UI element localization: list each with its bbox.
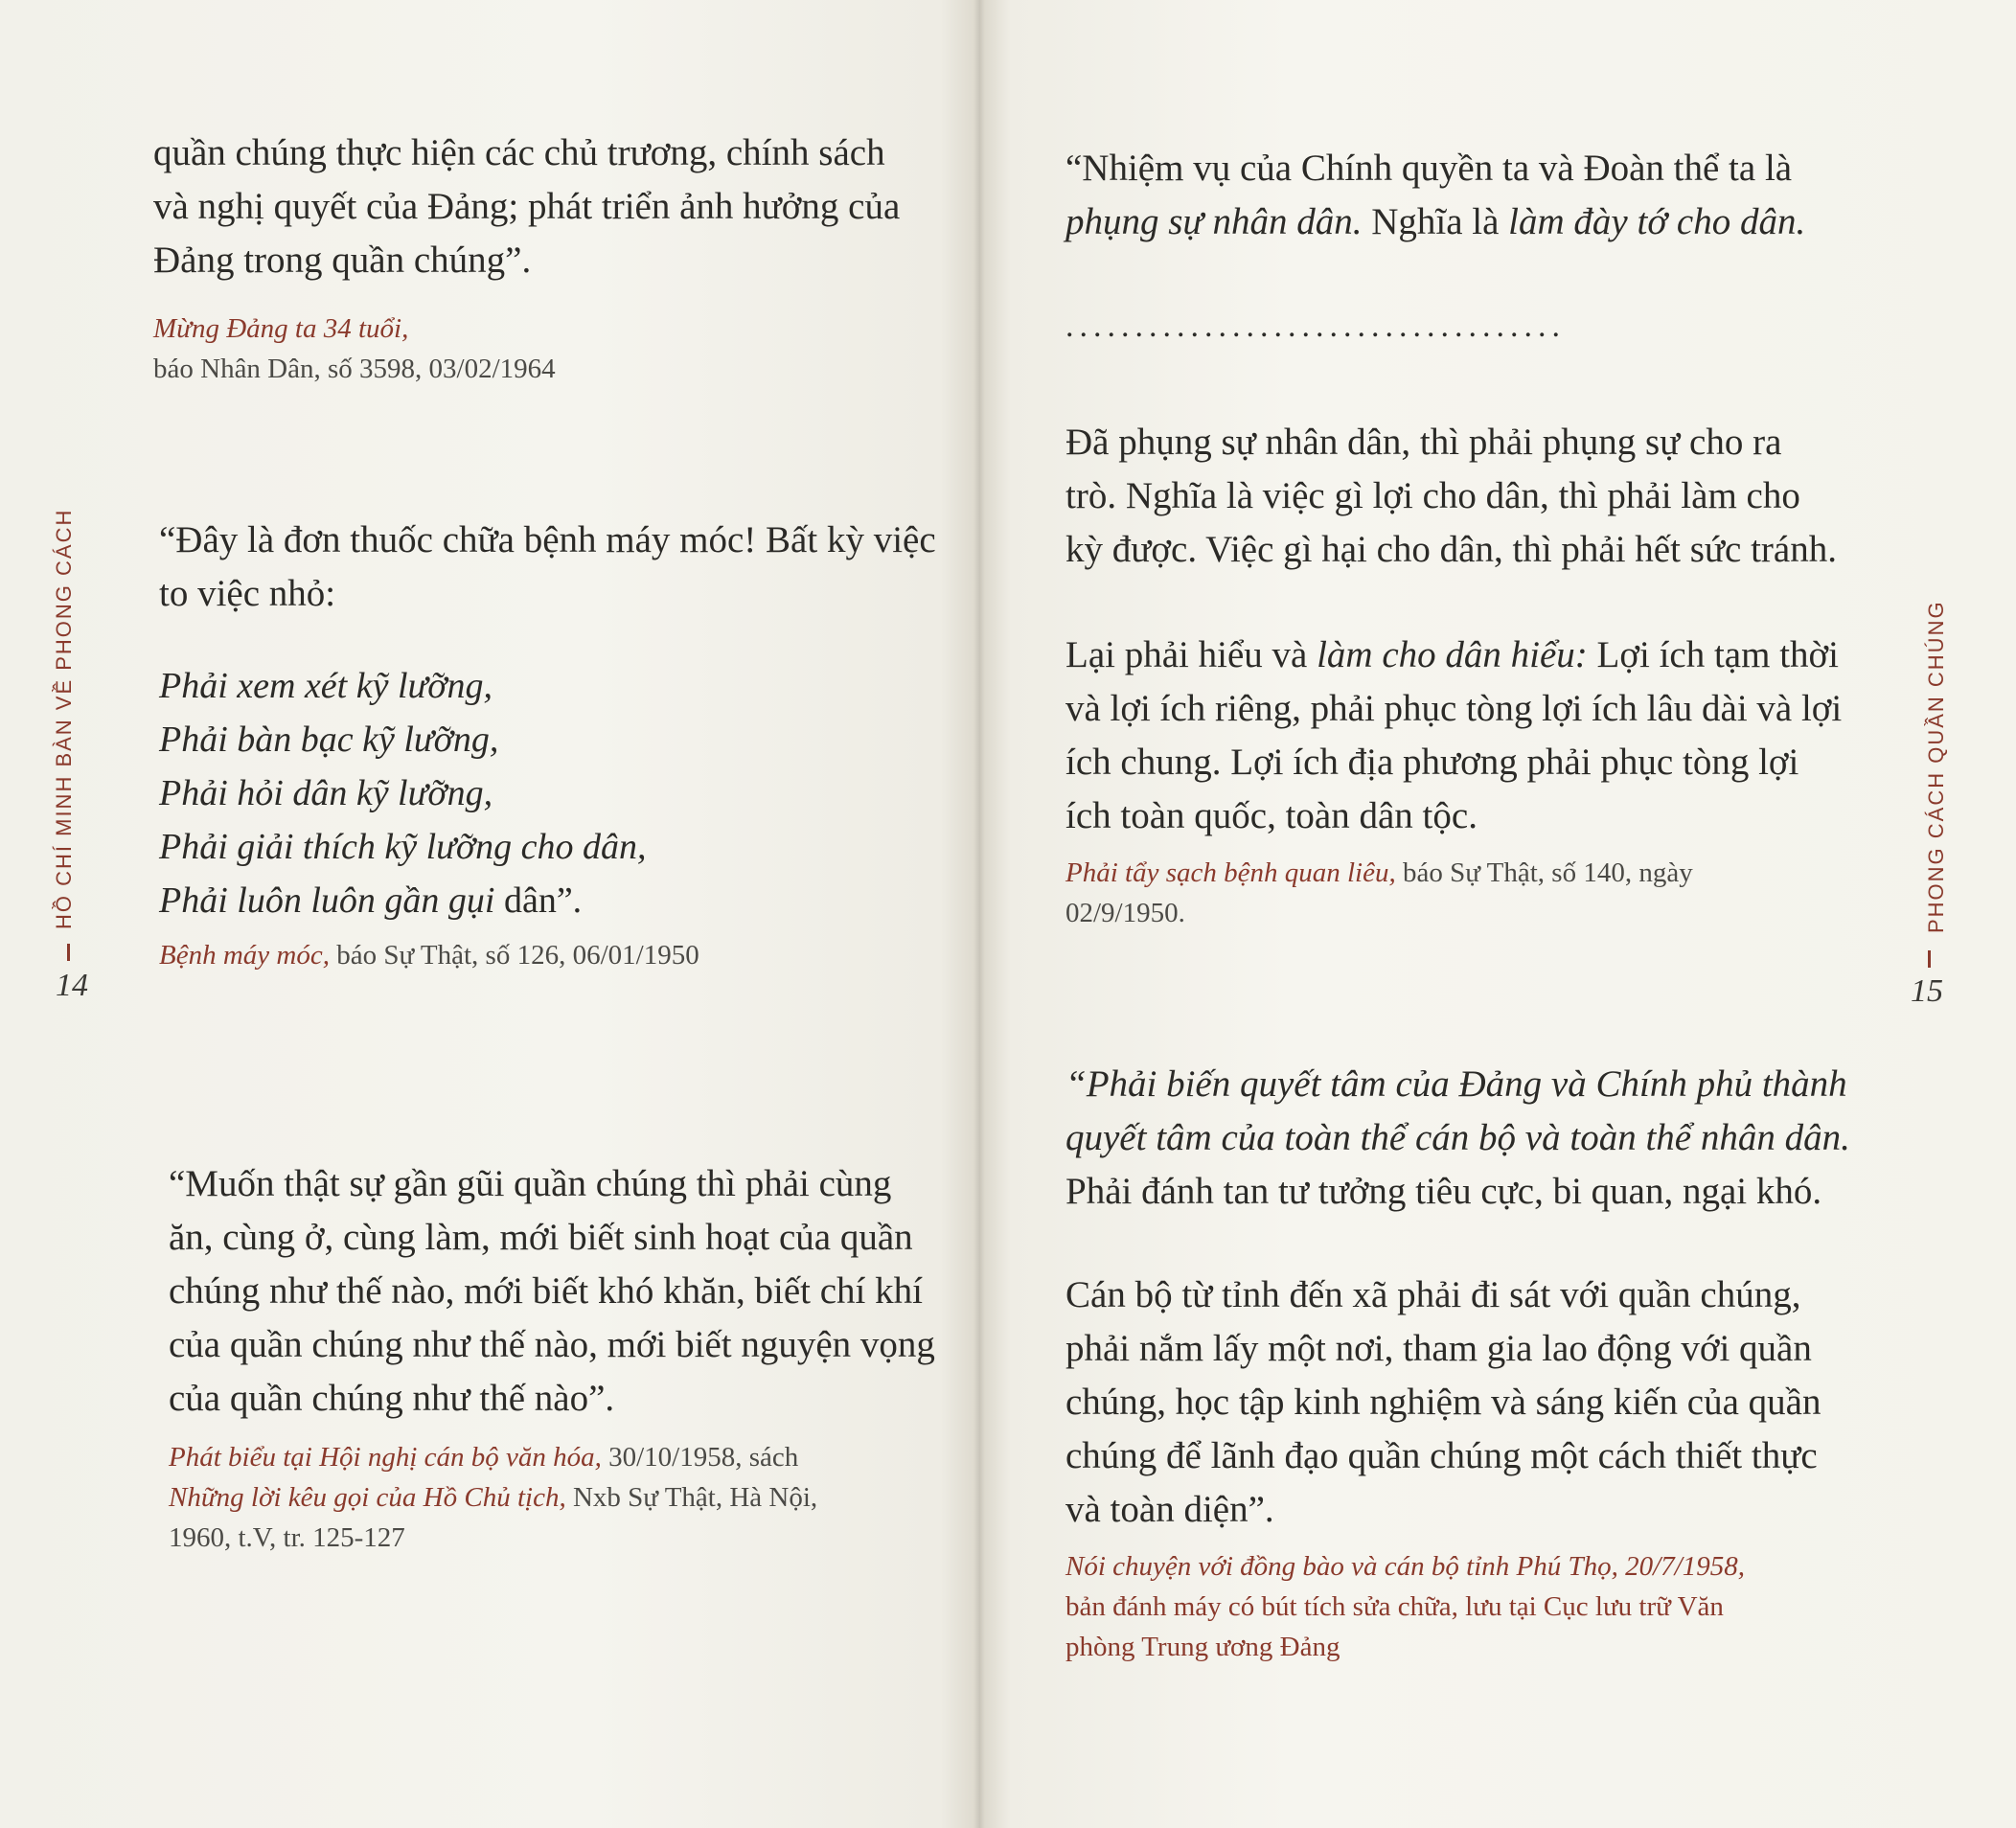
- paragraph-line: ích chung. Lợi ích địa phương phải phục tòng lợi: [1065, 742, 1799, 783]
- paragraph-line: chúng, học tập kinh nghiệm và sáng kiến của quần: [1065, 1382, 1821, 1423]
- verse-line: Phải xem xét kỹ lưỡng,: [159, 666, 493, 706]
- source-detail: 1960, t.V, tr. 125-127: [169, 1522, 405, 1553]
- source-citation: [169, 1437, 945, 1477]
- paragraph-line: và nghị quyết của Đảng; phát triển ảnh hưởng của: [153, 186, 901, 227]
- paragraph-line: chúng để lãnh đạo quần chúng một cách thiết thực: [1065, 1435, 1818, 1476]
- source-book-title: Những lời kêu gọi của Hồ Chủ tịch,: [169, 1482, 566, 1513]
- paragraph-line: Cán bộ từ tỉnh đến xã phải đi sát với quần chúng,: [1065, 1274, 1801, 1315]
- paragraph-line: của quần chúng như thế nào, mới biết nguyện vọng: [169, 1324, 935, 1365]
- right-running-head: PHONG CÁCH QUẦN CHÚNG: [1924, 600, 1948, 933]
- paragraph-text: Lợi ích tạm thời: [1587, 634, 1839, 675]
- paragraph-line: chúng như thế nào, mới biết khó khăn, biết chí khí: [169, 1270, 923, 1312]
- book-gutter: [974, 0, 985, 1828]
- paragraph-line: phải nắm lấy một nơi, tham gia lao động với quần: [1065, 1328, 1812, 1369]
- paragraph-line: và toàn diện”.: [1065, 1489, 1274, 1530]
- emphasis: làm đày tớ cho dân.: [1508, 201, 1806, 242]
- left-running-head-rule: [67, 944, 70, 961]
- right-running-head-rule: [1928, 950, 1931, 968]
- paragraph-line: Đã phụng sự nhân dân, thì phải phụng sự cho ra: [1065, 422, 1782, 463]
- left-quote-3: [169, 1157, 945, 1558]
- source-citation: [153, 349, 939, 389]
- paragraph-line: Đảng trong quần chúng”.: [153, 240, 532, 281]
- source-detail: Nxb Sự Thật, Hà Nội,: [565, 1482, 818, 1513]
- source-citation: [1065, 1546, 1861, 1587]
- paragraph-line: kỳ được. Việc gì hại cho dân, thì phải hết sức tránh.: [1065, 529, 1837, 570]
- source-detail: báo Nhân Dân, số 3598, 03/02/1964: [153, 354, 556, 384]
- left-quote-2: [159, 514, 945, 975]
- source-detail: báo Sự Thật, số 140, ngày: [1395, 857, 1693, 888]
- paragraph-line: Phải đánh tan tư tưởng tiêu cực, bi quan, ngại khó.: [1065, 1171, 1822, 1212]
- source-title: Mừng Đảng ta 34 tuổi,: [153, 313, 409, 344]
- verse-line: Phải giải thích kỹ lưỡng cho dân,: [159, 827, 647, 867]
- emphasis: phụng sự nhân dân.: [1065, 201, 1363, 242]
- paragraph-line: to việc nhỏ:: [159, 573, 336, 614]
- paragraph-line: quyết tâm của toàn thể cán bộ và toàn thể nhân dân.: [1065, 1117, 1850, 1158]
- paragraph-line: “Muốn thật sự gần gũi quần chúng thì phải cùng: [169, 1163, 892, 1204]
- source-citation: [1065, 853, 1861, 893]
- source-citation: [159, 935, 945, 975]
- paragraph-line: “Phải biến quyết tâm của Đảng và Chính phủ thành: [1065, 1063, 1847, 1105]
- verse-plain: dân”.: [494, 880, 583, 921]
- source-detail: báo Sự Thật, số 126, 06/01/1950: [329, 940, 699, 971]
- source-citation: phòng Trung ương Đảng: [1065, 1632, 1340, 1662]
- emphasis: làm cho dân hiểu:: [1317, 634, 1588, 675]
- source-citation: bản đánh máy có bút tích sửa chữa, lưu tại Cục lưu trữ Văn: [1065, 1591, 1724, 1622]
- paragraph-line: [1065, 628, 1861, 682]
- source-citation: [169, 1477, 945, 1518]
- source-title: Phát biểu tại Hội nghị cán bộ văn hóa,: [169, 1442, 602, 1473]
- source-detail: 30/10/1958, sách: [601, 1442, 799, 1473]
- verse-italic: Phải luôn luôn gần gụi: [159, 880, 495, 921]
- paragraph-line: và lợi ích riêng, phải phục tòng lợi ích lâu dài và lợi: [1065, 688, 1843, 729]
- verse-line: [159, 874, 945, 927]
- right-paragraph-2: [1065, 416, 1861, 577]
- right-paragraph-3: [1065, 628, 1861, 933]
- source-citation: [153, 308, 939, 349]
- paragraph-line: [1065, 195, 1861, 249]
- source-citation: [1065, 893, 1861, 933]
- source-title: Nói chuyện với đồng bào và cán bộ tỉnh Phú Thọ, 20/7/1958,: [1065, 1551, 1745, 1582]
- left-quote-1: [153, 126, 939, 389]
- source-date: 02/9/1950.: [1065, 898, 1185, 928]
- left-page-number: 14: [56, 968, 88, 1003]
- paragraph-text: Lại phải hiểu và: [1065, 634, 1317, 675]
- paragraph-line: ăn, cùng ở, cùng làm, mới biết sinh hoạt của quần: [169, 1217, 913, 1258]
- left-running-head: HỒ CHÍ MINH BÀN VỀ PHONG CÁCH: [52, 508, 76, 929]
- verse-line: Phải bàn bạc kỹ lưỡng,: [159, 720, 499, 760]
- ellipsis-divider: ....................................: [1065, 308, 1566, 344]
- paragraph-line: của quần chúng như thế nào”.: [169, 1378, 615, 1419]
- paragraph-line: ích toàn quốc, toàn dân tộc.: [1065, 795, 1478, 836]
- right-paragraph-5: [1065, 1268, 1861, 1667]
- right-page-number: 15: [1911, 973, 1943, 1009]
- right-quote-4: [1065, 1058, 1861, 1219]
- paragraph-line: “Nhiệm vụ của Chính quyền ta và Đoàn thể ta là: [1065, 148, 1793, 189]
- right-quote-1: [1065, 142, 1861, 345]
- paragraph-line: “Đây là đơn thuốc chữa bệnh máy móc! Bất kỳ việc: [159, 519, 936, 560]
- paragraph-text: Nghĩa là: [1362, 201, 1509, 242]
- source-title: Bệnh máy móc,: [159, 940, 330, 971]
- verse-line: Phải hỏi dân kỹ lưỡng,: [159, 773, 493, 813]
- paragraph-line: trò. Nghĩa là việc gì lợi cho dân, thì phải làm cho: [1065, 475, 1800, 516]
- paragraph-line: quần chúng thực hiện các chủ trương, chính sách: [153, 132, 885, 173]
- source-title: Phải tẩy sạch bệnh quan liêu,: [1065, 857, 1396, 888]
- source-citation: [169, 1518, 945, 1558]
